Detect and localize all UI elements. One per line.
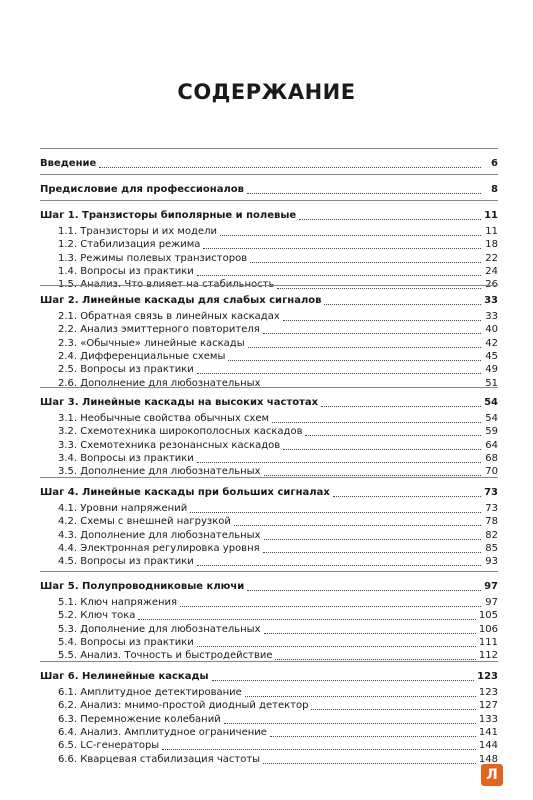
leader-dots (138, 618, 476, 620)
leader-dots (305, 434, 481, 436)
toc-subsection-title: 5.5. Анализ. Точность и быстродействие (58, 650, 273, 662)
toc-section-title: Шаг 1. Транзисторы биполярные и полевые (40, 210, 297, 221)
toc-subsection-title: 5.2. Ключ тока (58, 610, 136, 622)
toc-subsection-page: 148 (478, 753, 498, 765)
toc-section[interactable] (40, 669, 498, 683)
toc-subsection-page: 68 (485, 452, 498, 464)
toc-subsection-title: 3.4. Вопросы из практики (58, 452, 194, 464)
toc-subsection[interactable] (40, 554, 498, 568)
toc-subsection[interactable] (40, 595, 498, 609)
toc-subsection[interactable] (40, 528, 498, 542)
toc-subsection-title: 3.1. Необычные свойства обычных схем (58, 413, 270, 424)
toc-section-title: Предисловие для профессионалов (40, 184, 244, 195)
leader-dots (277, 287, 481, 289)
toc-subsection[interactable] (40, 752, 498, 766)
toc-subsection-title: 3.5. Дополнение для любознательных (58, 466, 261, 478)
toc-subsection[interactable] (40, 685, 498, 699)
toc-subsection[interactable] (40, 622, 498, 636)
toc-subsection-page: 127 (478, 700, 498, 712)
leader-dots (264, 474, 482, 476)
toc-subsection-title: 1.1. Транзисторы и их модели (58, 226, 217, 237)
toc-section-page: 33 (484, 295, 498, 306)
section-divider (40, 477, 498, 478)
leader-dots (299, 218, 481, 220)
leader-dots (247, 589, 481, 591)
toc-subsection-page: 40 (485, 324, 498, 336)
toc-subsection-title: 2.1. Обратная связь в линейных каскадах (58, 311, 280, 322)
toc-section[interactable] (40, 208, 498, 222)
leader-dots (228, 359, 481, 361)
toc-subsection-page: 11 (485, 226, 498, 237)
toc-section-page: 97 (484, 581, 498, 592)
toc-subsection-page: 24 (485, 265, 498, 277)
toc-section-page: 6 (491, 158, 498, 169)
toc-subsection-page: 22 (485, 252, 498, 264)
toc-subsection[interactable] (40, 362, 498, 376)
toc-subsection-page: 141 (478, 726, 498, 738)
publisher-logo: Л (481, 764, 503, 786)
toc-subsection[interactable] (40, 349, 498, 363)
toc-subsection[interactable] (40, 224, 498, 238)
leader-dots (162, 748, 476, 750)
section-divider (40, 174, 498, 175)
toc-subsection-page: 78 (485, 516, 498, 528)
leader-dots (333, 495, 481, 497)
toc-subsection-title: 6.5. LC-генераторы (58, 740, 160, 752)
toc-subsection[interactable] (40, 336, 498, 350)
toc-section[interactable] (40, 293, 498, 307)
toc-subsection-title: 4.5. Вопросы из практики (58, 556, 194, 568)
page-title: СОДЕРЖАНИЕ (177, 80, 356, 104)
leader-dots (264, 538, 482, 540)
leader-dots (283, 448, 481, 450)
toc-section[interactable] (40, 579, 498, 593)
toc-subsection-title: 1.2. Стабилизация режима (58, 239, 201, 251)
toc-section-title: Шаг 6. Нелинейные каскады (40, 671, 209, 682)
toc-subsection-page: 59 (485, 426, 498, 438)
leader-dots (283, 319, 481, 321)
toc-subsection-page: 133 (478, 713, 498, 725)
leader-dots (321, 405, 481, 407)
toc-subsection-title: 4.4. Электронная регулировка уровня (58, 542, 260, 554)
toc-subsection-title: 2.4. Дифференциальные схемы (58, 350, 226, 362)
toc-subsection-page: 85 (485, 542, 498, 554)
leader-dots (197, 645, 476, 647)
toc-subsection-title: 3.2. Схемотехника широкополосных каскадов (58, 426, 303, 438)
toc-section-page: 11 (484, 210, 498, 221)
toc-section[interactable] (40, 485, 498, 499)
toc-subsection-title: 6.1. Амплитудное детектирование (58, 687, 242, 698)
section-divider (40, 661, 498, 662)
leader-dots (263, 551, 481, 553)
section-divider (40, 285, 498, 286)
leader-dots (324, 303, 481, 305)
toc-subsection[interactable] (40, 501, 498, 515)
toc-subsection-title: 1.3. Режимы полевых транзисторов (58, 252, 248, 264)
toc-subsection[interactable] (40, 608, 498, 622)
leader-dots (248, 346, 481, 348)
toc-subsection[interactable] (40, 424, 498, 438)
toc-subsection-page: 70 (485, 466, 498, 478)
toc-section[interactable] (40, 156, 498, 170)
toc-subsection-title: 1.5. Анализ. Что влияет на стабильность (58, 279, 275, 291)
leader-dots (197, 372, 481, 374)
toc-subsection-page: 93 (485, 556, 498, 568)
toc-subsection-page: 42 (485, 337, 498, 349)
toc-section-title: Шаг 2. Линейные каскады для слабых сигналов (40, 295, 322, 306)
toc-section-title: Шаг 3. Линейные каскады на высоких частотах (40, 397, 319, 408)
toc-section-page: 73 (484, 487, 498, 498)
toc-subsection-page: 54 (485, 413, 498, 424)
toc-subsection[interactable] (40, 237, 498, 251)
toc-subsection-title: 4.3. Дополнение для любознательных (58, 529, 261, 541)
toc-subsection[interactable] (40, 514, 498, 528)
toc-subsection[interactable] (40, 725, 498, 739)
toc-subsection-page: 82 (485, 529, 498, 541)
toc-subsection-page: 111 (478, 636, 498, 648)
toc-subsection-page: 123 (478, 687, 498, 698)
toc-subsection-page: 26 (485, 279, 498, 291)
toc-subsection-title: 1.4. Вопросы из практики (58, 265, 194, 277)
toc-section-title: Шаг 5. Полупроводниковые ключи (40, 581, 245, 592)
toc-subsection[interactable] (40, 712, 498, 726)
leader-dots (247, 192, 481, 194)
toc-subsection-title: 2.3. «Обычные» линейные каскады (58, 337, 245, 349)
toc-subsection[interactable] (40, 411, 498, 425)
toc-subsection-page: 106 (478, 623, 498, 635)
toc-subsection-title: 4.1. Уровни напряжений (58, 503, 188, 514)
toc-subsection-title: 3.3. Схемотехника резонансных каскадов (58, 439, 281, 451)
toc-subsection-page: 112 (478, 650, 498, 662)
leader-dots (270, 735, 476, 737)
toc-section-page: 8 (491, 184, 498, 195)
leader-dots (311, 708, 475, 710)
toc-subsection[interactable] (40, 264, 498, 278)
toc-subsection[interactable] (40, 635, 498, 649)
toc-subsection-title: 6.2. Анализ: мнимо-простой диодный детектор (58, 700, 309, 712)
toc-subsection-page: 51 (485, 377, 498, 389)
toc-subsection[interactable] (40, 438, 498, 452)
toc-section[interactable] (40, 395, 498, 409)
toc-subsection-page: 105 (478, 610, 498, 622)
toc-subsection[interactable] (40, 309, 498, 323)
leader-dots (272, 421, 481, 423)
toc-subsection[interactable] (40, 451, 498, 465)
section-divider (40, 200, 498, 201)
toc-subsection-page: 33 (485, 311, 498, 322)
toc-subsection[interactable] (40, 738, 498, 752)
leader-dots (263, 762, 476, 764)
toc-subsection-title: 5.4. Вопросы из практики (58, 636, 194, 648)
toc-subsection-title: 2.5. Вопросы из практики (58, 364, 194, 376)
toc-section[interactable] (40, 182, 498, 196)
leader-dots (197, 461, 481, 463)
toc-subsection-page: 73 (485, 503, 498, 514)
toc-subsection-page: 49 (485, 364, 498, 376)
toc-subsection-page: 18 (485, 239, 498, 251)
toc-subsection-title: 2.2. Анализ эмиттерного повторителя (58, 324, 260, 336)
toc-subsection[interactable] (40, 541, 498, 555)
toc-subsection-page: 97 (485, 597, 498, 608)
section-divider (40, 571, 498, 572)
leader-dots (224, 722, 476, 724)
section-divider (40, 148, 498, 149)
toc-section-page: 54 (484, 397, 498, 408)
toc-subsection-title: 6.3. Перемножение колебаний (58, 713, 221, 725)
leader-dots (264, 632, 476, 634)
section-divider (40, 387, 498, 388)
leader-dots (197, 274, 481, 276)
toc-subsection[interactable] (40, 251, 498, 265)
leader-dots (250, 261, 481, 263)
leader-dots (197, 564, 481, 566)
toc-section-title: Шаг 4. Линейные каскады при больших сигналах (40, 487, 330, 498)
toc-subsection[interactable] (40, 322, 498, 336)
toc-subsection-title: 2.6. Дополнение для любознательных (58, 377, 261, 389)
leader-dots (263, 332, 481, 334)
leader-dots (99, 166, 481, 168)
toc-subsection[interactable] (40, 698, 498, 712)
leader-dots (203, 247, 481, 249)
leader-dots (220, 234, 481, 236)
toc-subsection-title: 6.4. Анализ. Амплитудное ограничение (58, 726, 267, 738)
toc-subsection-title: 4.2. Схемы с внешней нагрузкой (58, 516, 231, 528)
toc-section-page: 123 (477, 671, 498, 682)
toc-subsection-title: 5.1. Ключ напряжения (58, 597, 178, 608)
leader-dots (275, 658, 475, 660)
toc-subsection-page: 64 (485, 439, 498, 451)
toc-subsection-title: 5.3. Дополнение для любознательных (58, 623, 261, 635)
leader-dots (180, 605, 481, 607)
toc-subsection-page: 144 (478, 740, 498, 752)
toc-subsection-page: 45 (485, 350, 498, 362)
leader-dots (245, 695, 476, 697)
toc-section-title: Введение (40, 158, 97, 169)
toc-subsection-title: 6.6. Кварцевая стабилизация частоты (58, 753, 261, 765)
leader-dots (212, 679, 475, 681)
leader-dots (234, 524, 481, 526)
leader-dots (190, 511, 481, 513)
